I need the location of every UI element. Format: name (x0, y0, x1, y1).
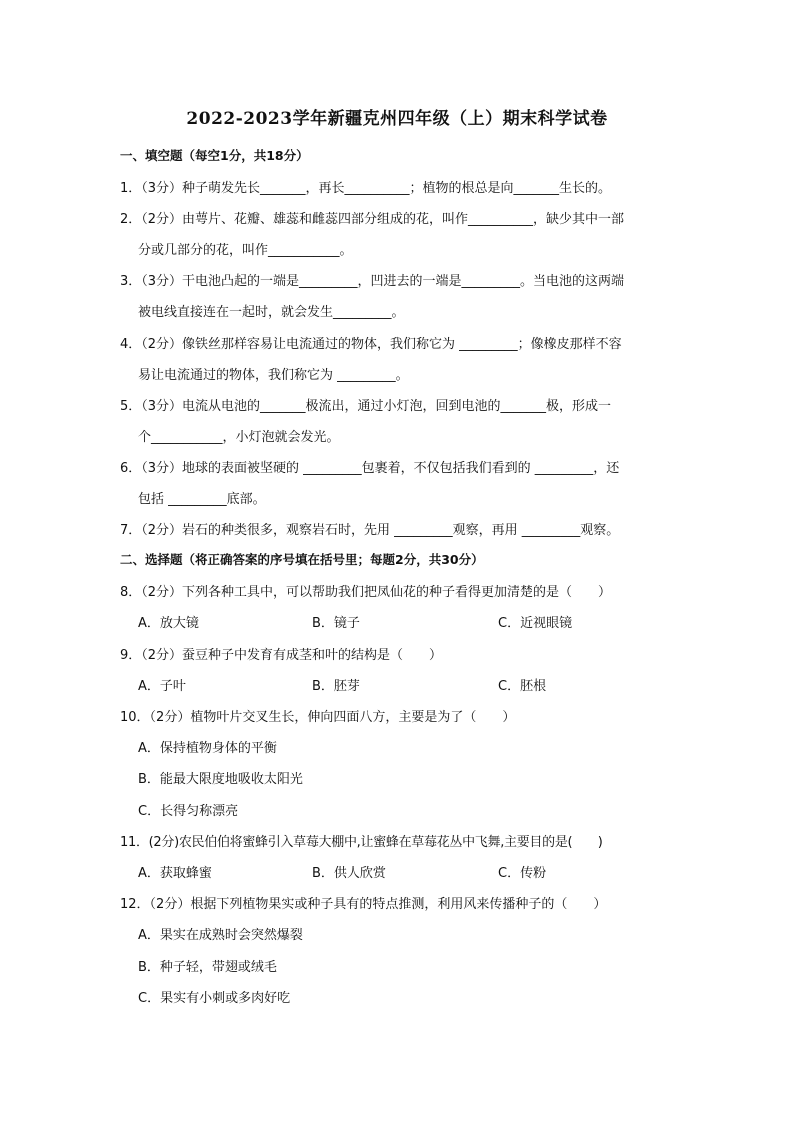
section-fill-in-heading: 一、填空题（每空1分，共18分） (120, 148, 309, 163)
question-5-line-1: 5．（3分）电流从电池的_______极流出，通过小灯泡，回到电池的_______极，形成一 (120, 399, 612, 414)
question-12: 12．（2分）根据下列植物果实或种子具有的特点推测，利用风来传播种子的（ ） (120, 897, 607, 912)
question-8-option-b: B．镜子 (312, 616, 360, 631)
question-12-option-a: A．果实在成熟时会突然爆裂 (138, 928, 303, 943)
question-12-option-b: B．种子轻，带翅或绒毛 (138, 960, 277, 975)
question-12-option-c: C．果实有小刺或多肉好吃 (138, 991, 291, 1006)
question-10-option-a: A．保持植物身体的平衡 (138, 741, 277, 756)
question-11-option-b: B．供人欣赏 (312, 866, 386, 881)
question-9-option-c: C．胚根 (498, 679, 547, 694)
question-11-option-c: C．传粉 (498, 866, 547, 881)
question-2-line-1: 2．（2分）由萼片、花瓣、雄蕊和雌蕊四部分组成的花，叫作__________，缺少其中一部 (120, 212, 625, 227)
question-9-option-a: A．子叶 (138, 679, 186, 694)
question-8-option-c: C．近视眼镜 (498, 616, 573, 631)
question-8-option-a: A．放大镜 (138, 616, 199, 631)
question-3-line-2: 被电线直接连在一起时，就会发生_________。 (138, 305, 405, 320)
question-11: 11．(2分)农民伯伯将蜜蜂引入草莓大棚中,让蜜蜂在草莓花丛中飞舞,主要目的是( ) (120, 835, 603, 850)
question-3-line-1: 3．（3分）干电池凸起的一端是_________，凹进去的一端是_________。当电池的这两端 (120, 274, 625, 289)
question-1: 1．（3分）种子萌发先长_______，再长__________；植物的根总是向_______生长的。 (120, 181, 612, 196)
question-6-line-1: 6．（3分）地球的表面被坚硬的 _________包裹着，不仅包括我们看到的 _________，还 (120, 461, 620, 476)
question-10-option-c: C．长得匀称漂亮 (138, 804, 239, 819)
page-title: 2022-2023学年新疆克州四年级（上）期末科学试卷 (186, 109, 608, 129)
question-2-line-2: 分或几部分的花，叫作___________。 (138, 243, 353, 258)
question-4-line-1: 4．（2分）像铁丝那样容易让电流通过的物体，我们称它为 _________；像橡皮那样不容 (120, 337, 622, 352)
question-9: 9．（2分）蚕豆种子中发育有成茎和叶的结构是（ ） (120, 648, 443, 663)
question-7: 7．（2分）岩石的种类很多，观察岩石时，先用 _________观察，再用 _________观察。 (120, 523, 620, 538)
question-10-option-b: B．能最大限度地吸收太阳光 (138, 772, 303, 787)
question-10: 10．（2分）植物叶片交叉生长，伸向四面八方，主要是为了（ ） (120, 710, 516, 725)
question-5-line-2: 个___________，小灯泡就会发光。 (138, 430, 340, 445)
question-9-option-b: B．胚芽 (312, 679, 360, 694)
question-6-line-2: 包括 _________底部。 (138, 492, 266, 507)
question-8: 8．（2分）下列各种工具中，可以帮助我们把凤仙花的种子看得更加清楚的是（ ） (120, 585, 612, 600)
question-4-line-2: 易让电流通过的物体，我们称它为 _________。 (138, 368, 409, 383)
question-11-option-a: A．获取蜂蜜 (138, 866, 212, 881)
section-choice-heading: 二、选择题（将正确答案的序号填在括号里；每题2分，共30分） (120, 552, 484, 567)
